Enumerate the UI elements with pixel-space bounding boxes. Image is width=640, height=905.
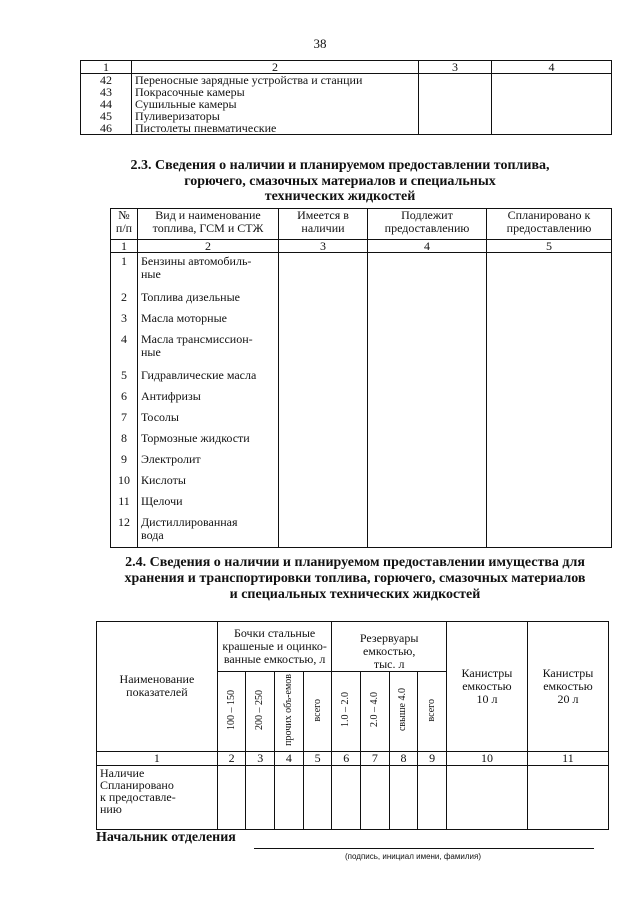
row-name xyxy=(138,289,279,310)
col-number: 7 xyxy=(361,751,390,765)
empty-cell xyxy=(419,74,492,87)
empty-cell xyxy=(279,430,368,451)
empty-cell xyxy=(279,451,368,472)
header-cell: 3 xyxy=(419,61,492,74)
empty-cell xyxy=(279,514,368,548)
header-cell: 1 xyxy=(81,61,132,74)
empty-cell xyxy=(492,122,612,135)
empty-cell xyxy=(527,765,608,829)
header-line: Канистры xyxy=(461,665,513,680)
section-2-4-title xyxy=(90,555,620,603)
col-number: 5 xyxy=(487,240,612,253)
empty-cell xyxy=(332,765,361,829)
row-line: нию xyxy=(100,801,122,816)
row-number: 4 xyxy=(111,331,138,367)
empty-cell xyxy=(279,409,368,430)
row-name xyxy=(138,493,279,514)
empty-cell xyxy=(446,765,527,829)
header-planned xyxy=(487,209,612,240)
row-line: Масла моторные xyxy=(141,310,227,325)
col-number: 10 xyxy=(446,751,527,765)
col-number: 5 xyxy=(303,751,332,765)
table-row xyxy=(111,253,612,289)
row-name xyxy=(138,472,279,493)
title-line: горючего, смазочных материалов и специальных xyxy=(184,174,496,189)
empty-cell xyxy=(419,98,492,110)
empty-cell xyxy=(368,409,487,430)
row-line: Дистиллированная xyxy=(141,514,238,529)
empty-cell xyxy=(368,472,487,493)
header-no xyxy=(111,209,138,240)
table-row xyxy=(111,289,612,310)
row-line: Тосолы xyxy=(141,409,179,424)
header-line: наличии xyxy=(301,221,345,235)
signature-caption: (подпись, инициал имени, фамилия) xyxy=(345,852,481,861)
row-number: 3 xyxy=(111,310,138,331)
empty-cell xyxy=(303,765,332,829)
empty-cell xyxy=(368,388,487,409)
header-tanks xyxy=(332,622,447,672)
empty-cell xyxy=(487,493,612,514)
empty-cell xyxy=(487,331,612,367)
empty-cell xyxy=(246,765,275,829)
empty-cell xyxy=(419,122,492,135)
row-line: Щелочи xyxy=(141,493,183,508)
empty-cell xyxy=(492,86,612,98)
row-number: 5 xyxy=(111,367,138,388)
header-name xyxy=(138,209,279,240)
storage-table xyxy=(96,621,609,830)
header-line: емкостью xyxy=(462,678,512,693)
table-row xyxy=(81,122,612,135)
header-line: тыс. л xyxy=(373,657,405,671)
subheader-label: 200 – 250 xyxy=(254,689,266,730)
row-number: 46 xyxy=(81,122,132,135)
header-canister-20 xyxy=(527,622,608,752)
row-name xyxy=(138,451,279,472)
header-line: емкостью xyxy=(543,678,593,693)
fuel-table xyxy=(110,208,612,548)
header-line: п/п xyxy=(115,221,133,235)
signature-line xyxy=(254,848,594,849)
row-line: Масла трансмиссион- xyxy=(141,331,253,346)
empty-cell xyxy=(368,493,487,514)
title-line: и специальных технических жидкостей xyxy=(229,587,481,602)
empty-cell xyxy=(419,110,492,122)
title-line: хранения и транспортировки топлива, горючего, смазочных материалов xyxy=(124,571,586,586)
title-line: технических жидкостей xyxy=(264,189,416,204)
row-line: Бензины автомобиль- xyxy=(141,254,252,268)
empty-cell xyxy=(487,310,612,331)
subheader-cell xyxy=(332,672,361,752)
col-number: 2 xyxy=(217,751,246,765)
empty-cell xyxy=(279,388,368,409)
header-line: Спланировано к xyxy=(507,208,591,222)
subheader-label: свыше 4.0 xyxy=(397,688,409,732)
row-name xyxy=(138,310,279,331)
empty-cell xyxy=(368,289,487,310)
table-row xyxy=(111,451,612,472)
row-name xyxy=(138,409,279,430)
row-number: 44 xyxy=(81,98,132,110)
empty-cell xyxy=(487,514,612,548)
row-line: Наличие xyxy=(100,765,145,780)
col-number: 9 xyxy=(418,751,447,765)
col-number: 1 xyxy=(111,240,138,253)
table-row xyxy=(111,514,612,548)
row-name xyxy=(138,367,279,388)
empty-cell xyxy=(368,514,487,548)
empty-cell xyxy=(217,765,246,829)
header-line: Канистры xyxy=(542,665,594,680)
equipment-table-continuation xyxy=(80,60,612,135)
table-row xyxy=(111,430,612,451)
row-line: Спланировано xyxy=(100,777,174,792)
header-canister-10 xyxy=(446,622,527,752)
empty-cell xyxy=(487,289,612,310)
row-name: Сушильные камеры xyxy=(132,98,419,110)
empty-cell xyxy=(487,388,612,409)
col-number: 4 xyxy=(275,751,304,765)
row-line: Тормозные жидкости xyxy=(141,430,250,445)
empty-cell xyxy=(279,493,368,514)
empty-cell xyxy=(492,74,612,87)
subheader-label: прочих объ-емов xyxy=(282,674,294,746)
empty-cell xyxy=(279,367,368,388)
row-number: 1 xyxy=(111,253,138,289)
empty-cell xyxy=(368,310,487,331)
row-number: 9 xyxy=(111,451,138,472)
title-line: 2.4. Сведения о наличии и планируемом предоставлении имущества для xyxy=(125,555,585,570)
row-name: Пистолеты пневматические xyxy=(132,122,419,135)
header-line: № xyxy=(118,208,130,222)
table-row xyxy=(97,765,609,829)
header-line: Наименование xyxy=(119,672,195,687)
subheader-cell xyxy=(246,672,275,752)
header-cell: 2 xyxy=(132,61,419,74)
empty-cell xyxy=(368,331,487,367)
empty-cell xyxy=(492,110,612,122)
subheader-cell xyxy=(275,672,304,752)
subheader-cell xyxy=(389,672,418,752)
empty-cell xyxy=(487,451,612,472)
row-line: ные xyxy=(141,344,161,359)
header-have xyxy=(279,209,368,240)
subheader-label: 2.0 – 4.0 xyxy=(368,692,380,728)
empty-cell xyxy=(487,430,612,451)
empty-cell xyxy=(418,765,447,829)
header-line: Резервуары емкостью, xyxy=(359,631,419,658)
row-name: Покрасочные камеры xyxy=(132,86,419,98)
header-indicators xyxy=(97,622,218,752)
subheader-label: 100 – 150 xyxy=(225,689,237,730)
header-barrels xyxy=(217,622,332,672)
col-number: 1 xyxy=(97,751,218,765)
empty-cell xyxy=(279,310,368,331)
subheader-cell xyxy=(303,672,332,752)
empty-cell xyxy=(275,765,304,829)
table-row xyxy=(111,493,612,514)
col-number: 3 xyxy=(279,240,368,253)
subheader-cell xyxy=(418,672,447,752)
empty-cell xyxy=(389,765,418,829)
section-2-3-title xyxy=(70,158,610,204)
header-cell: 4 xyxy=(492,61,612,74)
header-subject xyxy=(368,209,487,240)
empty-cell xyxy=(487,472,612,493)
subheader-label: всего xyxy=(311,698,323,722)
row-number: 7 xyxy=(111,409,138,430)
row-line: Кислоты xyxy=(141,472,186,487)
subheader-label: всего xyxy=(426,698,438,722)
empty-cell xyxy=(279,253,368,289)
row-name xyxy=(138,430,279,451)
header-line: ванные емкостью, л xyxy=(223,652,326,666)
header-line: показателей xyxy=(126,685,188,700)
header-line: Вид и наименование xyxy=(155,208,261,222)
col-number: 8 xyxy=(389,751,418,765)
table-row xyxy=(111,367,612,388)
table-row xyxy=(111,331,612,367)
empty-cell xyxy=(487,367,612,388)
col-number: 11 xyxy=(527,751,608,765)
row-line: Антифризы xyxy=(141,388,201,403)
row-name xyxy=(138,253,279,289)
col-number: 4 xyxy=(368,240,487,253)
col-number: 2 xyxy=(138,240,279,253)
row-number: 2 xyxy=(111,289,138,310)
header-line: крашеные и оцинко- xyxy=(222,639,327,653)
row-line: Гидравлические масла xyxy=(141,367,257,382)
row-number: 43 xyxy=(81,86,132,98)
empty-cell xyxy=(279,331,368,367)
empty-cell xyxy=(279,472,368,493)
row-number: 11 xyxy=(111,493,138,514)
table-row xyxy=(111,472,612,493)
header-line: Бочки стальные xyxy=(233,626,316,640)
empty-cell xyxy=(487,409,612,430)
col-number: 3 xyxy=(246,751,275,765)
empty-cell xyxy=(492,98,612,110)
row-line: к предоставле- xyxy=(100,789,176,804)
title-line: 2.3. Сведения о наличии и планируемом предоставлении топлива, xyxy=(130,158,550,173)
header-line: 20 л xyxy=(557,691,579,706)
subheader-label: 1.0 – 2.0 xyxy=(340,692,352,728)
empty-cell xyxy=(361,765,390,829)
row-line: ные xyxy=(141,267,161,281)
header-line: предоставлению xyxy=(384,221,470,235)
empty-cell xyxy=(368,451,487,472)
empty-cell xyxy=(419,86,492,98)
subheader-cell xyxy=(361,672,390,752)
empty-cell xyxy=(487,253,612,289)
signature-label: Начальник отделения xyxy=(96,830,236,845)
header-line: топлива, ГСМ и СТЖ xyxy=(152,221,264,235)
row-line: Топлива дизельные xyxy=(141,289,240,304)
row-number: 42 xyxy=(81,74,132,87)
row-number: 10 xyxy=(111,472,138,493)
empty-cell xyxy=(368,253,487,289)
row-name xyxy=(138,388,279,409)
row-number: 8 xyxy=(111,430,138,451)
table-row xyxy=(111,409,612,430)
page-number: 38 xyxy=(313,36,327,51)
header-line: Имеется в xyxy=(297,208,349,222)
header-line: Подлежит xyxy=(401,208,453,222)
row-line: вода xyxy=(141,527,164,542)
row-number: 6 xyxy=(111,388,138,409)
table-row xyxy=(111,388,612,409)
row-indicators xyxy=(97,765,218,829)
table-row xyxy=(111,310,612,331)
col-number: 6 xyxy=(332,751,361,765)
row-number: 45 xyxy=(81,110,132,122)
empty-cell xyxy=(368,430,487,451)
header-line: 10 л xyxy=(476,691,498,706)
row-name xyxy=(138,331,279,367)
row-line: Электролит xyxy=(141,451,201,466)
row-name: Переносные зарядные устройства и станции xyxy=(132,74,419,87)
row-name xyxy=(138,514,279,548)
empty-cell xyxy=(368,367,487,388)
row-number: 12 xyxy=(111,514,138,548)
row-name: Пуливеризаторы xyxy=(132,110,419,122)
empty-cell xyxy=(279,289,368,310)
header-line: предоставлению xyxy=(506,221,592,235)
subheader-cell xyxy=(217,672,246,752)
